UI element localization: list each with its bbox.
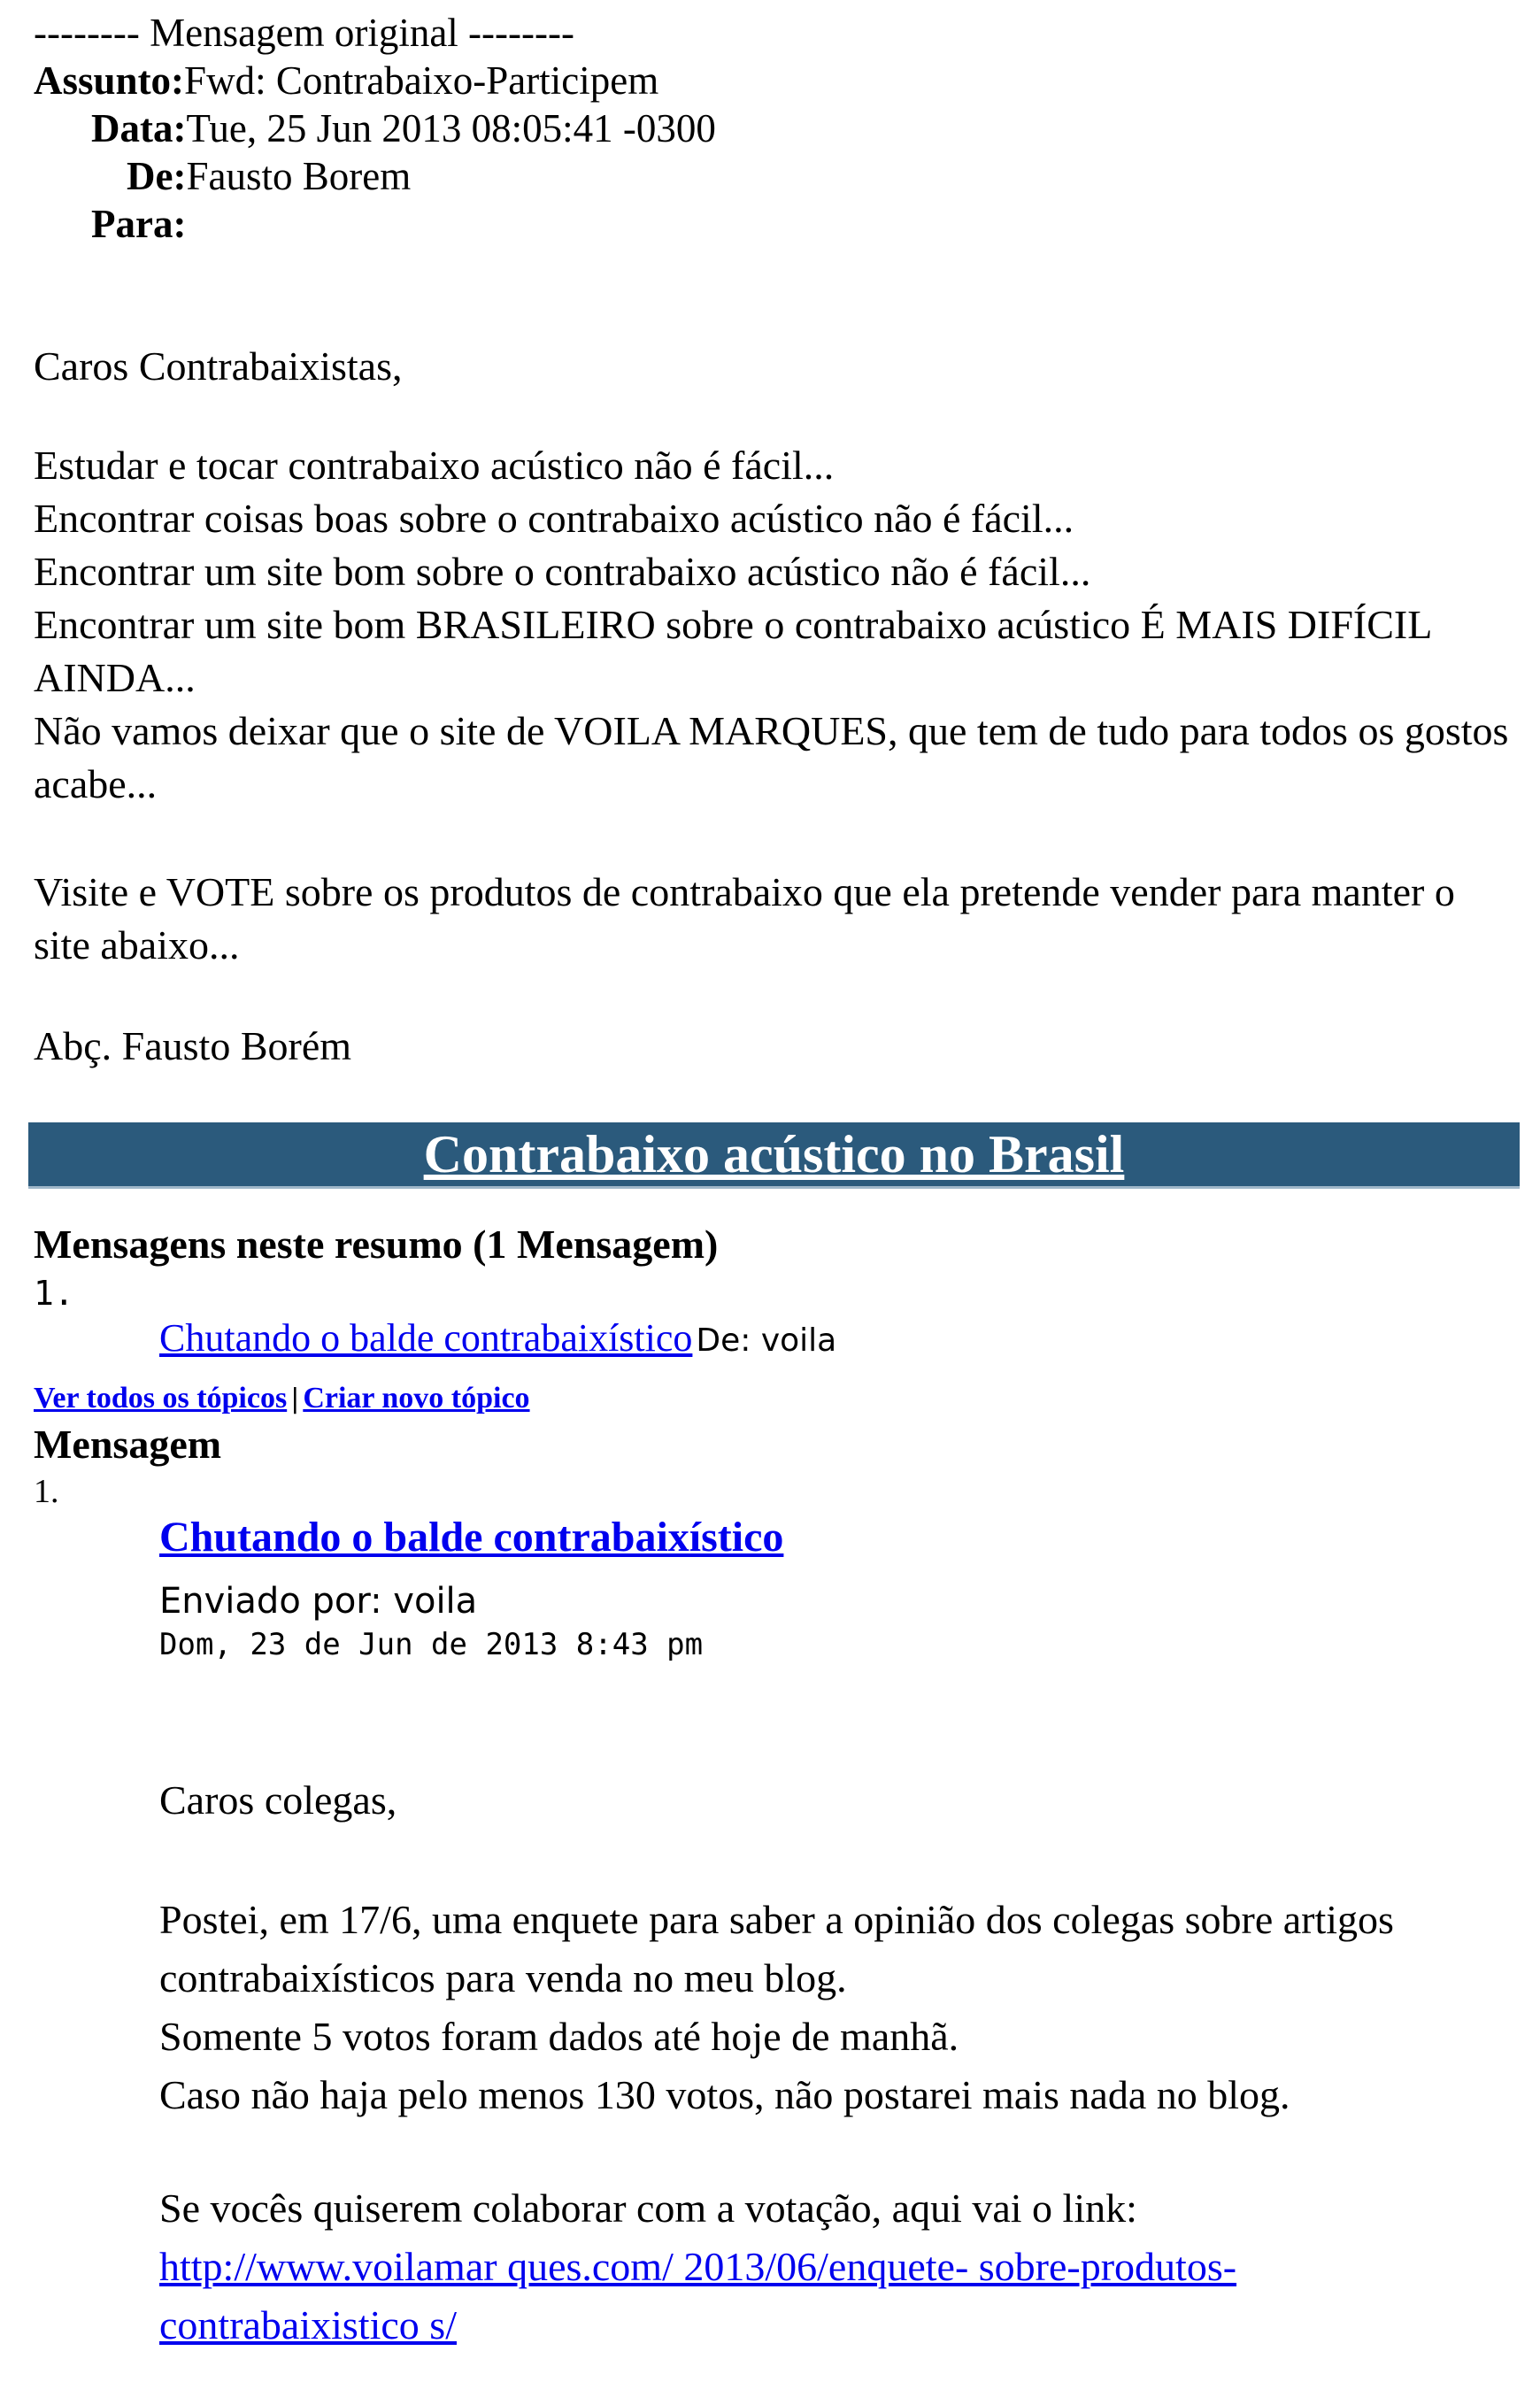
date-value: Tue, 25 Jun 2013 08:05:41 -0300 [186, 106, 716, 150]
original-message-divider: -------- Mensagem original -------- [34, 11, 574, 55]
subject-value: Fwd: Contrabaixo-Participem [184, 58, 659, 103]
message-link-block [159, 2179, 1487, 2355]
letter-appeal: Visite e VOTE sobre os produtos de contrabaixo que ela pretende vender para manter o site abaixo... [34, 869, 1455, 967]
from-row [127, 152, 411, 200]
from-value: Fausto Borem [186, 154, 412, 198]
digest-banner [28, 1122, 1520, 1189]
letter-line: Estudar e tocar contrabaixo acústico não é fácil... [34, 443, 835, 488]
view-all-topics-link[interactable]: Ver todos os tópicos [34, 1382, 288, 1414]
summary-topic-link[interactable]: Chutando o balde contrabaixístico [159, 1316, 693, 1360]
to-row [91, 200, 186, 248]
to-label: Para: [91, 202, 187, 246]
link-separator: | [290, 1384, 300, 1414]
message-paragraph [159, 1891, 1487, 2124]
message-title [159, 1508, 783, 1576]
letter-line: Não vamos deixar que o site de VOILA MARQUES, que tem de tudo para todos os gostos acabe... [34, 708, 1509, 806]
summary-number: 1. [34, 1274, 74, 1313]
new-topic-link[interactable]: Criar novo tópico [303, 1382, 530, 1414]
sent-by: Enviado por: voila [159, 1581, 478, 1622]
summary-item [159, 1314, 836, 1372]
letter-paragraph [34, 439, 1521, 811]
message-greeting: Caros colegas, [159, 1777, 397, 1823]
message-title-link[interactable]: Chutando o balde contrabaixístico [159, 1514, 784, 1561]
link-intro: Se vocês quiserem colaborar com a votação, aqui vai o link: [159, 2185, 1137, 2231]
letter-signoff: Abç. Fausto Borém [34, 1023, 352, 1068]
message-line: Caso não haja pelo menos 130 votos, não postarei mais nada no blog. [159, 2072, 1290, 2117]
digest-title-link[interactable]: Contrabaixo acústico no Brasil [423, 1125, 1125, 1183]
topic-links [34, 1379, 530, 1423]
summary-heading: Mensagens neste resumo (1 Mensagem) [34, 1222, 719, 1267]
letter-greeting: Caros Contrabaixistas, [34, 343, 403, 389]
message-line: Postei, em 17/6, uma enquete para saber a opinião dos colegas sobre artigos contrabaixísticos para venda no meu blog. [159, 1897, 1394, 2000]
subject-label: Assunto: [34, 58, 185, 103]
from-label: De: [127, 154, 187, 198]
letter-line: Encontrar um site bom BRASILEIRO sobre o contrabaixo acústico É MAIS DIFÍCIL AINDA... [34, 602, 1431, 700]
poll-url-link[interactable]: http://www.voilamar ques.com/ 2013/06/enquete- sobre-produtos- contrabaixistico s/ [159, 2244, 1237, 2347]
letter-line: Encontrar coisas boas sobre o contrabaixo acústico não é fácil... [34, 496, 1074, 541]
date-row [91, 104, 716, 152]
message-heading: Mensagem [34, 1422, 222, 1467]
letter-line: Encontrar um site bom sobre o contrabaixo acústico não é fácil... [34, 549, 1091, 594]
subject-row [34, 57, 658, 104]
date-label: Data: [91, 106, 187, 150]
message-line: Somente 5 votos foram dados até hoje de manhã. [159, 2014, 959, 2059]
message-number: 1. [34, 1473, 59, 1510]
sent-date: Dom, 23 de Jun de 2013 8:43 pm [159, 1627, 704, 1662]
summary-from: De: voila [696, 1322, 837, 1359]
